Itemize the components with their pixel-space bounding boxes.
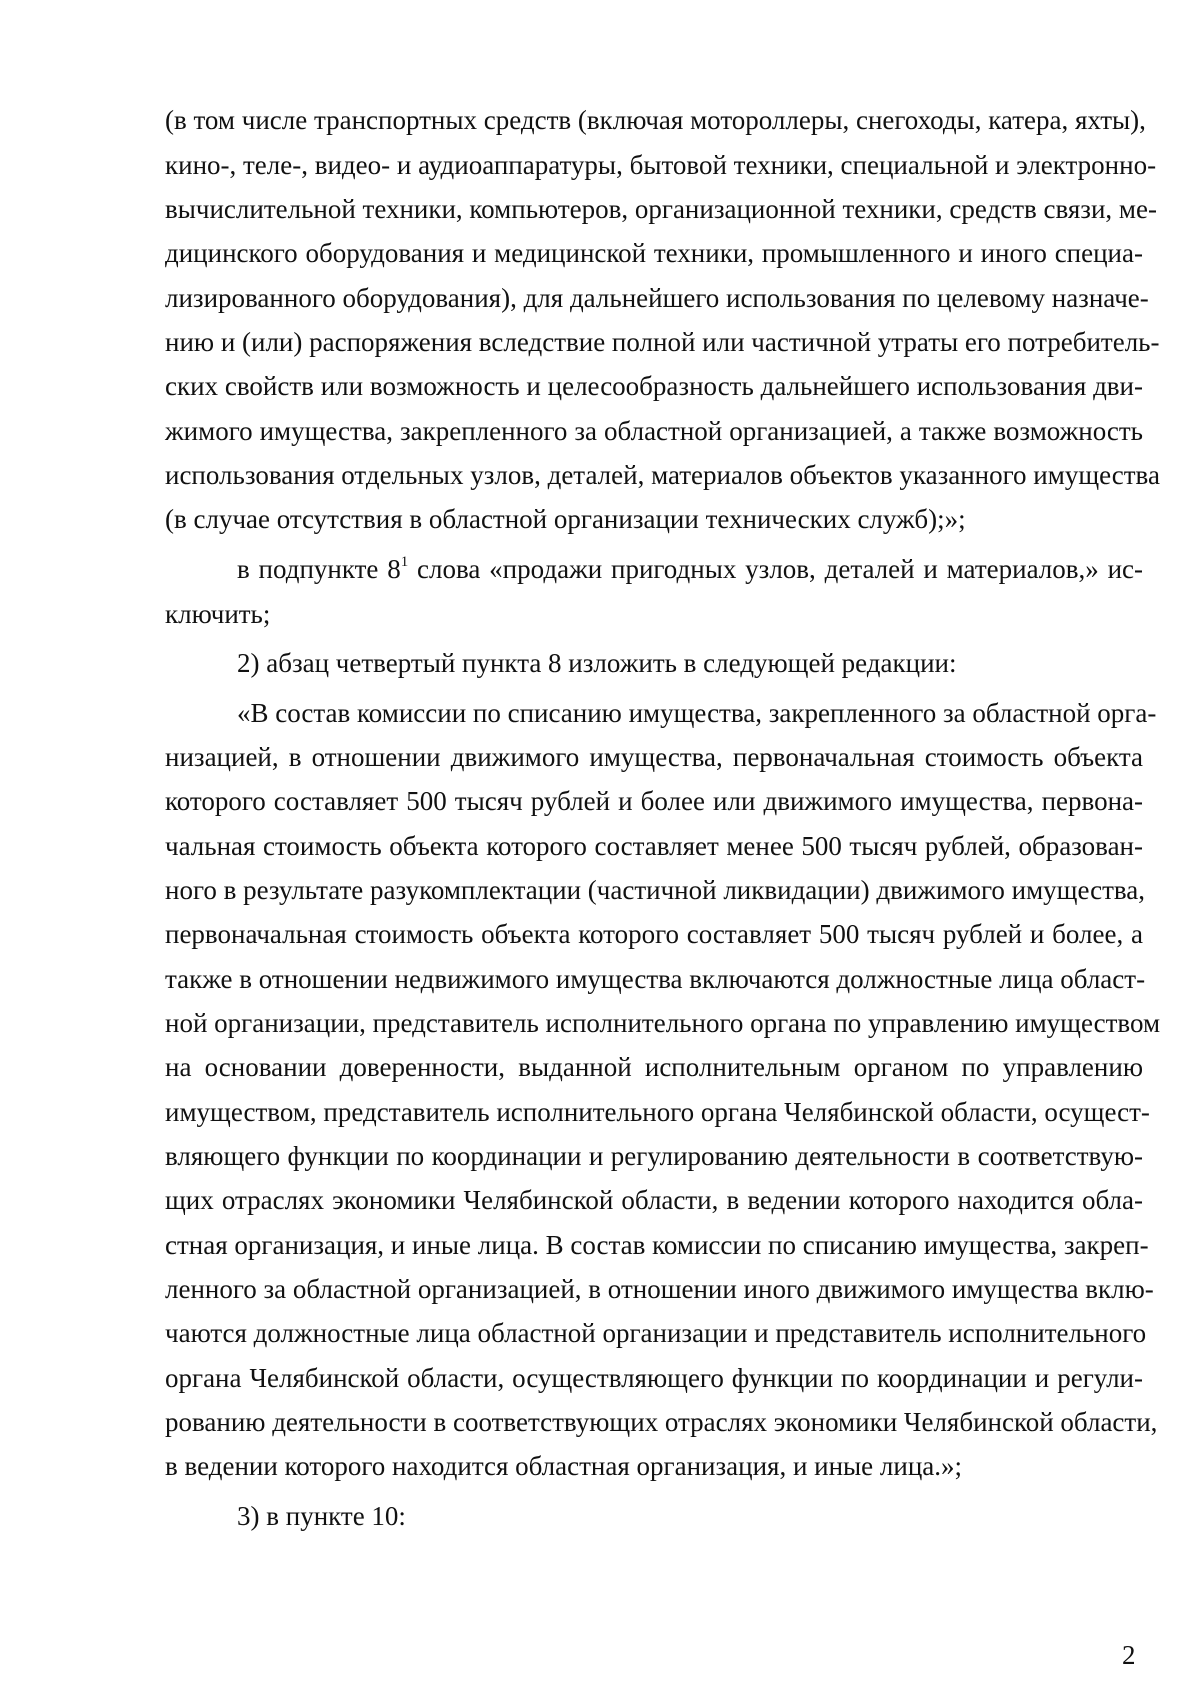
text-line: 3) в пункте 10: bbox=[237, 1501, 406, 1531]
text-line: ного в результате разукомплектации (частичной ликвидации) движимого имущества, bbox=[165, 875, 1146, 905]
text-line: (в случае отсутствия в областной организации технических служб);»; bbox=[165, 504, 966, 534]
text-line: (в том числе транспортных средств (включая мотороллеры, снегоходы, катера, яхты), bbox=[165, 105, 1146, 135]
text-line: в ведении которого находится областная организация, и иные лица.»; bbox=[165, 1451, 963, 1481]
text-line: ленного за областной организацией, в отношении иного движимого имущества вклю- bbox=[165, 1274, 1154, 1304]
text-line: органа Челябинской области, осуществляющего функции по координации и регули- bbox=[165, 1363, 1143, 1393]
text-line: которого составляет 500 тысяч рублей и более или движимого имущества, первона- bbox=[165, 786, 1143, 816]
text-line: лизированного оборудования), для дальнейшего использования по целевому назначе- bbox=[165, 283, 1149, 313]
text-line: ских свойств или возможность и целесообразность дальнейшего использования дви- bbox=[165, 371, 1143, 401]
text-line: вычислительной техники, компьютеров, организационной техники, средств связи, ме- bbox=[165, 194, 1157, 224]
superscript: 1 bbox=[400, 554, 409, 570]
text-line: на основании доверенности, выданной исполнительным органом по управлению bbox=[165, 1052, 1143, 1082]
text-line: низацией, в отношении движимого имущества, первоначальная стоимость объекта bbox=[165, 742, 1143, 772]
text-line: имуществом, представитель исполнительного органа Челябинской области, осущест- bbox=[165, 1097, 1150, 1127]
text-fragment: слова «продажи пригодных узлов, деталей и материалов,» ис- bbox=[408, 554, 1143, 584]
text-line: щих отраслях экономики Челябинской области, в ведении которого находится обла- bbox=[165, 1185, 1143, 1215]
text-line: ной организации, представитель исполнительного органа по управлению имуществом bbox=[165, 1008, 1161, 1038]
text-line: стная организация, и иные лица. В состав комиссии по списанию имущества, закреп- bbox=[165, 1230, 1149, 1260]
text-line: «В состав комиссии по списанию имущества, закрепленного за областной орга- bbox=[237, 698, 1157, 728]
page-number: 2 bbox=[1122, 1640, 1136, 1670]
text-line: 2) абзац четвертый пункта 8 изложить в следующей редакции: bbox=[237, 648, 957, 678]
text-line: чальная стоимость объекта которого составляет менее 500 тысяч рублей, образован- bbox=[165, 831, 1143, 861]
text-line-with-superscript bbox=[237, 552, 1143, 586]
text-line: вляющего функции по координации и регулированию деятельности в соответствую- bbox=[165, 1141, 1143, 1171]
text-line: первоначальная стоимость объекта которого составляет 500 тысяч рублей и более, а bbox=[165, 919, 1143, 949]
text-line: использования отдельных узлов, деталей, материалов объектов указанного имущества bbox=[165, 460, 1160, 490]
text-line: чаются должностные лица областной организации и представитель исполнительного bbox=[165, 1318, 1147, 1348]
text-line: ключить; bbox=[165, 599, 271, 629]
text-line: жимого имущества, закрепленного за областной организацией, а также возможность bbox=[165, 416, 1143, 446]
text-line: дицинского оборудования и медицинской техники, промышленного и иного специа- bbox=[165, 238, 1143, 268]
text-line: кино-, теле-, видео- и аудиоаппаратуры, бытовой техники, специальной и электронно- bbox=[165, 150, 1157, 180]
text-fragment: в подпункте 8 bbox=[237, 554, 401, 584]
text-line: нию и (или) распоряжения вследствие полной или частичной утраты его потребитель- bbox=[165, 327, 1160, 357]
text-line: рованию деятельности в соответствующих отраслях экономики Челябинской области, bbox=[165, 1407, 1158, 1437]
text-line: также в отношении недвижимого имущества включаются должностные лица област- bbox=[165, 964, 1146, 994]
